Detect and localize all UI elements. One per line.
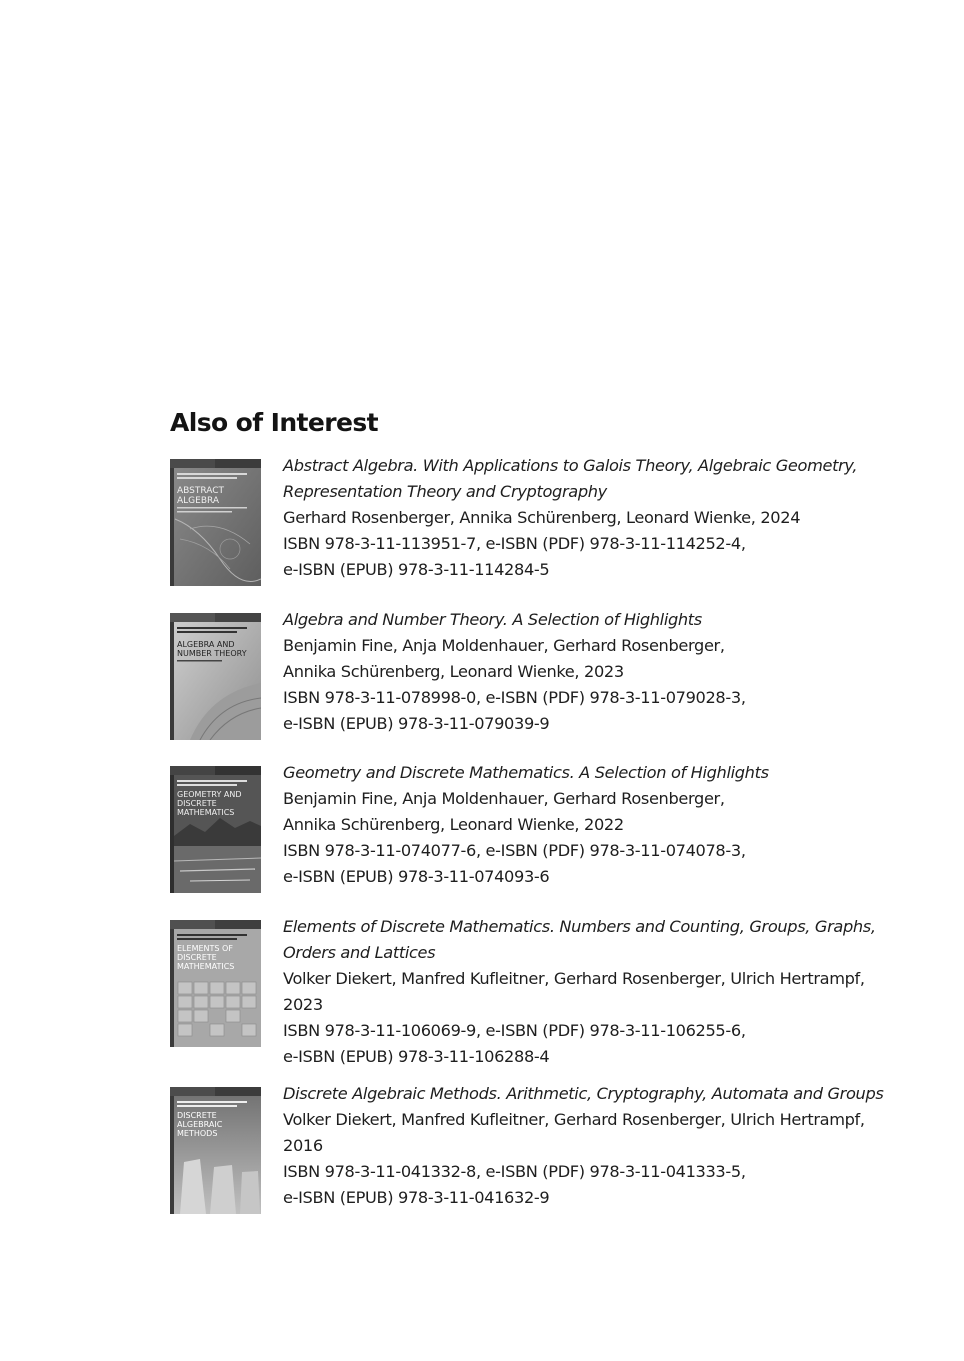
book-isbn-line: e-ISBN (EPUB) 978-3-11-106288-4 — [283, 1047, 550, 1066]
cover-title-line: DISCRETE — [177, 799, 217, 808]
book-details — [283, 453, 873, 583]
book-details — [283, 1081, 884, 1211]
book-title-line: Representation Theory and Cryptography — [283, 482, 607, 501]
book-title-line: Elements of Discrete Mathematics. Numbers and Counting, Groups, Graphs, — [283, 917, 876, 936]
book-isbn-line: ISBN 978-3-11-106069-9, e-ISBN (PDF) 978-3-11-106255-6, — [283, 1021, 746, 1040]
book-authors-line: 2016 — [283, 1136, 323, 1155]
cover-title-line: GEOMETRY AND — [177, 790, 242, 799]
cover-title-line: ALGEBRA — [177, 496, 220, 506]
book-cover-image — [170, 766, 261, 893]
cover-title-line: MATHEMATICS — [177, 962, 235, 971]
cover-title-line: ABSTRACT — [177, 486, 225, 496]
book-title-line: Abstract Algebra. With Applications to Galois Theory, Algebraic Geometry, — [283, 456, 858, 475]
book-title-line: Algebra and Number Theory. A Selection of Highlights — [283, 610, 702, 629]
book-cover-image — [170, 613, 261, 740]
cover-title-line: METHODS — [177, 1129, 218, 1138]
book-authors-line: Volker Diekert, Manfred Kufleitner, Gerhard Rosenberger, Ulrich Hertrampf, — [283, 969, 865, 988]
book-cover-image — [170, 1087, 261, 1214]
book-title-line: Discrete Algebraic Methods. Arithmetic, Cryptography, Automata and Groups — [283, 1084, 884, 1103]
book-isbn-line: e-ISBN (EPUB) 978-3-11-079039-9 — [283, 714, 550, 733]
cover-title-line: NUMBER THEORY — [177, 649, 247, 658]
book-title-line: Geometry and Discrete Mathematics. A Selection of Highlights — [283, 763, 769, 782]
book-authors-line: Annika Schürenberg, Leonard Wienke, 2022 — [283, 815, 624, 834]
cover-title-line: MATHEMATICS — [177, 808, 235, 817]
section-heading: Also of Interest — [170, 408, 378, 437]
book-details — [283, 760, 873, 890]
book-authors-line: Annika Schürenberg, Leonard Wienke, 2023 — [283, 662, 624, 681]
book-cover-image — [170, 920, 261, 1047]
book-authors-line: Volker Diekert, Manfred Kufleitner, Gerhard Rosenberger, Ulrich Hertrampf, — [283, 1110, 865, 1129]
book-details — [283, 607, 873, 737]
book-isbn-line: e-ISBN (EPUB) 978-3-11-074093-6 — [283, 867, 550, 886]
book-authors-line: Gerhard Rosenberger, Annika Schürenberg, Leonard Wienke, 2024 — [283, 508, 801, 527]
book-isbn-line: ISBN 978-3-11-074077-6, e-ISBN (PDF) 978-3-11-074078-3, — [283, 841, 746, 860]
cover-title-line: DISCRETE — [177, 1111, 217, 1120]
book-isbn-line: e-ISBN (EPUB) 978-3-11-114284-5 — [283, 560, 550, 579]
book-authors-line: Benjamin Fine, Anja Moldenhauer, Gerhard Rosenberger, — [283, 789, 725, 808]
book-title-line: Orders and Lattices — [283, 943, 436, 962]
cover-title-line: ELEMENTS OF — [177, 944, 233, 953]
cover-title-line: ALGEBRA AND — [177, 640, 235, 649]
book-authors-line: Benjamin Fine, Anja Moldenhauer, Gerhard Rosenberger, — [283, 636, 725, 655]
cover-title-line: DISCRETE — [177, 953, 217, 962]
cover-title-line: ALGEBRAIC — [177, 1120, 223, 1129]
book-details — [283, 914, 876, 1070]
book-isbn-line: e-ISBN (EPUB) 978-3-11-041632-9 — [283, 1188, 550, 1207]
book-cover-image — [170, 459, 261, 586]
book-isbn-line: ISBN 978-3-11-113951-7, e-ISBN (PDF) 978-3-11-114252-4, — [283, 534, 746, 553]
book-isbn-line: ISBN 978-3-11-041332-8, e-ISBN (PDF) 978-3-11-041333-5, — [283, 1162, 746, 1181]
book-authors-line: 2023 — [283, 995, 323, 1014]
book-isbn-line: ISBN 978-3-11-078998-0, e-ISBN (PDF) 978-3-11-079028-3, — [283, 688, 746, 707]
